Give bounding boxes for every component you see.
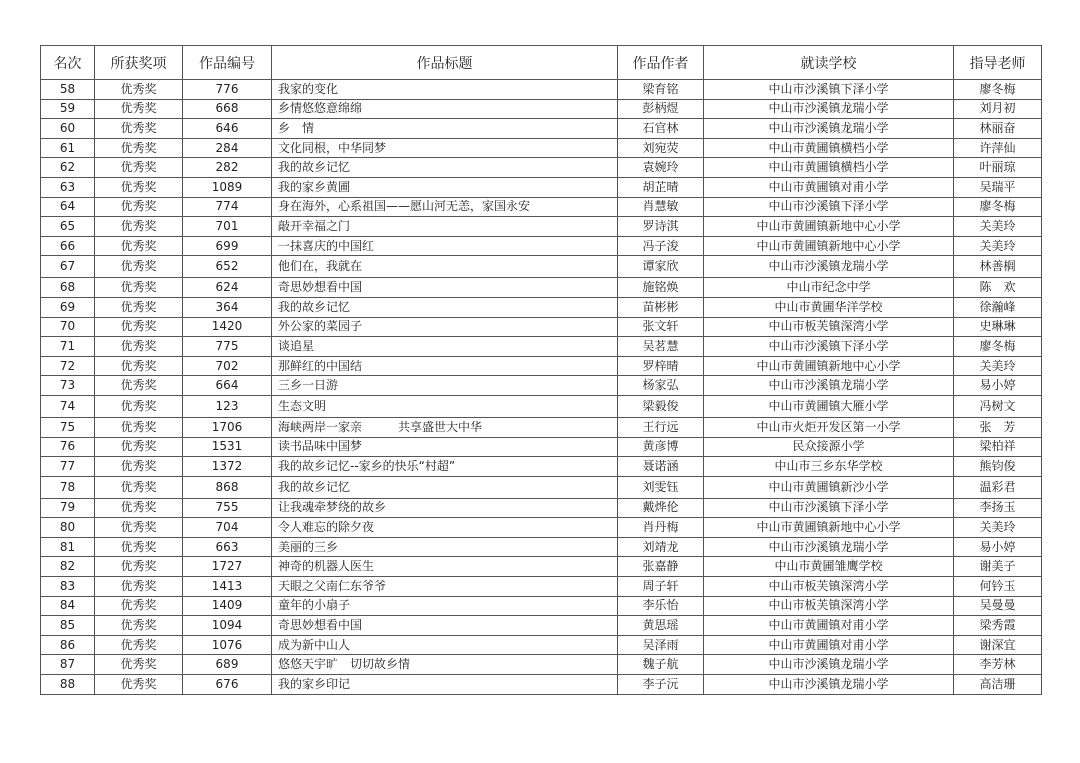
cell-rank: 63	[41, 177, 95, 197]
cell-teacher: 陈 欢	[954, 278, 1042, 298]
cell-author: 罗梓晴	[618, 356, 704, 376]
table-row	[41, 278, 1042, 298]
table-row	[41, 437, 1042, 457]
cell-teacher: 廖冬梅	[954, 197, 1042, 217]
cell-school: 中山市板芙镇深湾小学	[704, 317, 954, 337]
cell-school: 中山市板芙镇深湾小学	[704, 577, 954, 597]
award-list-sheet	[40, 45, 1042, 695]
cell-school: 中山市黄圃镇横档小学	[704, 158, 954, 178]
cell-author: 杨家弘	[618, 376, 704, 396]
cell-rank: 88	[41, 675, 95, 695]
cell-rank: 65	[41, 217, 95, 237]
cell-rank: 71	[41, 337, 95, 357]
table-row	[41, 256, 1042, 278]
header-school: 就读学校	[704, 46, 954, 80]
cell-work-title: 他们在，我就在	[272, 256, 618, 278]
cell-work-title: 文化同根，中华同梦	[272, 138, 618, 158]
header-rank: 名次	[41, 46, 95, 80]
cell-award: 优秀奖	[95, 498, 183, 518]
cell-teacher: 林丽奋	[954, 119, 1042, 139]
cell-school: 中山市三乡东华学校	[704, 457, 954, 477]
cell-teacher: 谢美子	[954, 557, 1042, 577]
cell-author: 刘宛荧	[618, 138, 704, 158]
cell-work-number: 282	[183, 158, 272, 178]
cell-teacher: 关美玲	[954, 236, 1042, 256]
cell-rank: 59	[41, 99, 95, 119]
cell-work-number: 1420	[183, 317, 272, 337]
cell-teacher: 冯树文	[954, 395, 1042, 417]
cell-school: 中山市沙溪镇下泽小学	[704, 80, 954, 100]
cell-rank: 81	[41, 537, 95, 557]
cell-work-title: 童年的小扇子	[272, 596, 618, 616]
cell-award: 优秀奖	[95, 158, 183, 178]
cell-rank: 77	[41, 457, 95, 477]
header-author: 作品作者	[618, 46, 704, 80]
cell-teacher: 何钤玉	[954, 577, 1042, 597]
cell-school: 中山市沙溪镇龙瑞小学	[704, 655, 954, 675]
cell-teacher: 梁秀霞	[954, 616, 1042, 636]
cell-teacher: 叶丽琼	[954, 158, 1042, 178]
cell-teacher: 关美玲	[954, 518, 1042, 538]
table-row	[41, 557, 1042, 577]
table-row	[41, 596, 1042, 616]
cell-school: 中山市火炬开发区第一小学	[704, 417, 954, 437]
cell-school: 中山市黄圃镇大雁小学	[704, 395, 954, 417]
cell-work-title: 三乡一日游	[272, 376, 618, 396]
cell-rank: 73	[41, 376, 95, 396]
cell-work-number: 1727	[183, 557, 272, 577]
cell-work-title: 读书品味中国梦	[272, 437, 618, 457]
table-row	[41, 158, 1042, 178]
cell-award: 优秀奖	[95, 317, 183, 337]
cell-author: 李乐怡	[618, 596, 704, 616]
table-row	[41, 395, 1042, 417]
header-teacher: 指导老师	[954, 46, 1042, 80]
cell-rank: 58	[41, 80, 95, 100]
cell-award: 优秀奖	[95, 518, 183, 538]
table-row	[41, 337, 1042, 357]
cell-work-number: 699	[183, 236, 272, 256]
table-row	[41, 518, 1042, 538]
cell-author: 戴烨伦	[618, 498, 704, 518]
table-row	[41, 376, 1042, 396]
table-row	[41, 236, 1042, 256]
cell-school: 中山市沙溪镇龙瑞小学	[704, 99, 954, 119]
cell-rank: 74	[41, 395, 95, 417]
cell-award: 优秀奖	[95, 197, 183, 217]
table-row	[41, 498, 1042, 518]
cell-rank: 84	[41, 596, 95, 616]
cell-award: 优秀奖	[95, 138, 183, 158]
cell-work-number: 1094	[183, 616, 272, 636]
cell-author: 周子轩	[618, 577, 704, 597]
cell-work-number: 123	[183, 395, 272, 417]
cell-school: 中山市板芙镇深湾小学	[704, 596, 954, 616]
cell-teacher: 易小婷	[954, 537, 1042, 557]
cell-teacher: 易小婷	[954, 376, 1042, 396]
cell-school: 中山市黄圃镇对甫小学	[704, 635, 954, 655]
cell-work-title: 生态文明	[272, 395, 618, 417]
cell-school: 中山市沙溪镇下泽小学	[704, 337, 954, 357]
cell-author: 袁婉玲	[618, 158, 704, 178]
cell-rank: 66	[41, 236, 95, 256]
cell-work-title: 天眼之父南仁东爷爷	[272, 577, 618, 597]
cell-author: 冯子浚	[618, 236, 704, 256]
cell-award: 优秀奖	[95, 616, 183, 636]
cell-work-number: 646	[183, 119, 272, 139]
cell-teacher: 谢深宜	[954, 635, 1042, 655]
table-row	[41, 537, 1042, 557]
cell-school: 中山市黄圃镇新沙小学	[704, 476, 954, 498]
cell-rank: 80	[41, 518, 95, 538]
cell-rank: 72	[41, 356, 95, 376]
cell-school: 中山市黄圃镇新地中心小学	[704, 356, 954, 376]
cell-author: 黄彦博	[618, 437, 704, 457]
cell-author: 吴茗慧	[618, 337, 704, 357]
table-row	[41, 635, 1042, 655]
cell-award: 优秀奖	[95, 395, 183, 417]
cell-author: 聂诺涵	[618, 457, 704, 477]
cell-award: 优秀奖	[95, 417, 183, 437]
cell-teacher: 梁柏祥	[954, 437, 1042, 457]
cell-award: 优秀奖	[95, 177, 183, 197]
cell-work-title: 乡情悠悠意绵绵	[272, 99, 618, 119]
cell-work-title: 那鲜红的中国结	[272, 356, 618, 376]
cell-work-title: 海峡两岸一家亲 共享盛世大中华	[272, 417, 618, 437]
cell-rank: 87	[41, 655, 95, 675]
cell-school: 中山市黄圃镇新地中心小学	[704, 518, 954, 538]
header-award: 所获奖项	[95, 46, 183, 80]
cell-author: 梁毅俊	[618, 395, 704, 417]
cell-work-number: 689	[183, 655, 272, 675]
cell-author: 黄思瑶	[618, 616, 704, 636]
cell-work-number: 1706	[183, 417, 272, 437]
table-row	[41, 80, 1042, 100]
cell-work-number: 676	[183, 675, 272, 695]
cell-work-number: 776	[183, 80, 272, 100]
cell-rank: 64	[41, 197, 95, 217]
cell-author: 肖慧敏	[618, 197, 704, 217]
cell-award: 优秀奖	[95, 217, 183, 237]
cell-rank: 76	[41, 437, 95, 457]
cell-rank: 75	[41, 417, 95, 437]
cell-work-number: 1531	[183, 437, 272, 457]
table-row	[41, 177, 1042, 197]
cell-teacher: 李芳林	[954, 655, 1042, 675]
cell-rank: 78	[41, 476, 95, 498]
cell-work-title: 一抹喜庆的中国红	[272, 236, 618, 256]
cell-award: 优秀奖	[95, 675, 183, 695]
cell-work-title: 乡 情	[272, 119, 618, 139]
cell-rank: 82	[41, 557, 95, 577]
cell-work-number: 1372	[183, 457, 272, 477]
cell-work-title: 我的故乡记忆	[272, 476, 618, 498]
table-row	[41, 197, 1042, 217]
cell-author: 苗彬彬	[618, 297, 704, 317]
table-row	[41, 457, 1042, 477]
cell-author: 刘雯钰	[618, 476, 704, 498]
cell-school: 民众接源小学	[704, 437, 954, 457]
award-table	[40, 45, 1042, 695]
cell-work-number: 704	[183, 518, 272, 538]
cell-work-title: 敲开幸福之门	[272, 217, 618, 237]
cell-school: 中山市黄圃雏鹰学校	[704, 557, 954, 577]
cell-award: 优秀奖	[95, 577, 183, 597]
table-row	[41, 675, 1042, 695]
cell-author: 罗诗淇	[618, 217, 704, 237]
table-row	[41, 217, 1042, 237]
cell-work-title: 奇思妙想看中国	[272, 278, 618, 298]
cell-award: 优秀奖	[95, 635, 183, 655]
cell-award: 优秀奖	[95, 557, 183, 577]
cell-award: 优秀奖	[95, 236, 183, 256]
cell-work-title: 身在海外，心系祖国——愿山河无恙，家国永安	[272, 197, 618, 217]
cell-author: 石官林	[618, 119, 704, 139]
cell-work-title: 神奇的机器人医生	[272, 557, 618, 577]
cell-work-title: 让我魂牵梦绕的故乡	[272, 498, 618, 518]
cell-award: 优秀奖	[95, 337, 183, 357]
cell-work-title: 我的家乡印记	[272, 675, 618, 695]
cell-work-number: 624	[183, 278, 272, 298]
cell-work-number: 668	[183, 99, 272, 119]
cell-rank: 70	[41, 317, 95, 337]
cell-work-title: 我的故乡记忆--家乡的快乐“村超”	[272, 457, 618, 477]
table-row	[41, 119, 1042, 139]
table-row	[41, 655, 1042, 675]
cell-school: 中山市黄圃镇新地中心小学	[704, 236, 954, 256]
cell-author: 王行远	[618, 417, 704, 437]
cell-work-number: 755	[183, 498, 272, 518]
cell-teacher: 温彩君	[954, 476, 1042, 498]
cell-award: 优秀奖	[95, 457, 183, 477]
cell-work-title: 令人难忘的除夕夜	[272, 518, 618, 538]
cell-teacher: 高洁珊	[954, 675, 1042, 695]
cell-school: 中山市黄圃镇对甫小学	[704, 177, 954, 197]
table-row	[41, 417, 1042, 437]
table-row	[41, 616, 1042, 636]
cell-award: 优秀奖	[95, 80, 183, 100]
cell-rank: 69	[41, 297, 95, 317]
cell-award: 优秀奖	[95, 119, 183, 139]
cell-teacher: 刘月初	[954, 99, 1042, 119]
cell-teacher: 吴曼曼	[954, 596, 1042, 616]
cell-teacher: 徐瀚峰	[954, 297, 1042, 317]
cell-rank: 86	[41, 635, 95, 655]
table-row	[41, 356, 1042, 376]
cell-work-number: 868	[183, 476, 272, 498]
cell-school: 中山市黄圃镇横档小学	[704, 138, 954, 158]
table-row	[41, 138, 1042, 158]
cell-award: 优秀奖	[95, 297, 183, 317]
cell-rank: 79	[41, 498, 95, 518]
cell-school: 中山市黄圃镇新地中心小学	[704, 217, 954, 237]
cell-school: 中山市沙溪镇龙瑞小学	[704, 119, 954, 139]
cell-teacher: 张 芳	[954, 417, 1042, 437]
cell-school: 中山市沙溪镇龙瑞小学	[704, 376, 954, 396]
cell-author: 胡芷晴	[618, 177, 704, 197]
cell-author: 张嘉静	[618, 557, 704, 577]
cell-work-number: 652	[183, 256, 272, 278]
cell-author: 梁育铭	[618, 80, 704, 100]
cell-award: 优秀奖	[95, 596, 183, 616]
cell-work-title: 我的故乡记忆	[272, 158, 618, 178]
cell-school: 中山市沙溪镇龙瑞小学	[704, 537, 954, 557]
cell-award: 优秀奖	[95, 356, 183, 376]
cell-rank: 60	[41, 119, 95, 139]
cell-work-number: 364	[183, 297, 272, 317]
cell-author: 魏子航	[618, 655, 704, 675]
cell-school: 中山市纪念中学	[704, 278, 954, 298]
cell-award: 优秀奖	[95, 256, 183, 278]
cell-teacher: 李扬玉	[954, 498, 1042, 518]
cell-work-number: 701	[183, 217, 272, 237]
cell-award: 优秀奖	[95, 278, 183, 298]
cell-award: 优秀奖	[95, 476, 183, 498]
cell-work-title: 悠悠天宇旷 切切故乡情	[272, 655, 618, 675]
cell-work-number: 663	[183, 537, 272, 557]
cell-work-number: 284	[183, 138, 272, 158]
cell-school: 中山市沙溪镇下泽小学	[704, 197, 954, 217]
cell-rank: 61	[41, 138, 95, 158]
cell-school: 中山市黄圃华洋学校	[704, 297, 954, 317]
cell-rank: 62	[41, 158, 95, 178]
cell-rank: 83	[41, 577, 95, 597]
header-work-title: 作品标题	[272, 46, 618, 80]
cell-teacher: 林善榈	[954, 256, 1042, 278]
cell-work-number: 664	[183, 376, 272, 396]
cell-author: 肖丹梅	[618, 518, 704, 538]
cell-award: 优秀奖	[95, 99, 183, 119]
cell-teacher: 史琳琳	[954, 317, 1042, 337]
cell-work-title: 外公家的菜园子	[272, 317, 618, 337]
cell-work-number: 774	[183, 197, 272, 217]
cell-work-title: 谈追星	[272, 337, 618, 357]
cell-author: 谭家欣	[618, 256, 704, 278]
cell-teacher: 吴瑞平	[954, 177, 1042, 197]
cell-work-title: 成为新中山人	[272, 635, 618, 655]
cell-work-title: 美丽的三乡	[272, 537, 618, 557]
cell-work-title: 我的家乡黄圃	[272, 177, 618, 197]
table-row	[41, 297, 1042, 317]
cell-teacher: 熊钧俊	[954, 457, 1042, 477]
table-header-row	[41, 46, 1042, 80]
table-row	[41, 99, 1042, 119]
cell-work-number: 1076	[183, 635, 272, 655]
cell-teacher: 关美玲	[954, 217, 1042, 237]
cell-award: 优秀奖	[95, 376, 183, 396]
cell-award: 优秀奖	[95, 437, 183, 457]
cell-work-title: 奇思妙想看中国	[272, 616, 618, 636]
table-row	[41, 476, 1042, 498]
cell-school: 中山市黄圃镇对甫小学	[704, 616, 954, 636]
cell-author: 李子沅	[618, 675, 704, 695]
cell-school: 中山市沙溪镇龙瑞小学	[704, 675, 954, 695]
cell-rank: 67	[41, 256, 95, 278]
cell-work-number: 1409	[183, 596, 272, 616]
cell-teacher: 廖冬梅	[954, 80, 1042, 100]
cell-work-number: 775	[183, 337, 272, 357]
cell-author: 张文轩	[618, 317, 704, 337]
cell-author: 吴泽雨	[618, 635, 704, 655]
cell-work-title: 我家的变化	[272, 80, 618, 100]
table-row	[41, 317, 1042, 337]
table-row	[41, 577, 1042, 597]
cell-rank: 68	[41, 278, 95, 298]
cell-award: 优秀奖	[95, 537, 183, 557]
cell-teacher: 关美玲	[954, 356, 1042, 376]
cell-author: 刘靖龙	[618, 537, 704, 557]
cell-work-number: 702	[183, 356, 272, 376]
cell-teacher: 廖冬梅	[954, 337, 1042, 357]
cell-award: 优秀奖	[95, 655, 183, 675]
cell-teacher: 许萍仙	[954, 138, 1042, 158]
cell-rank: 85	[41, 616, 95, 636]
cell-work-number: 1089	[183, 177, 272, 197]
cell-work-number: 1413	[183, 577, 272, 597]
cell-school: 中山市沙溪镇下泽小学	[704, 498, 954, 518]
cell-author: 施铭焕	[618, 278, 704, 298]
cell-school: 中山市沙溪镇龙瑞小学	[704, 256, 954, 278]
cell-author: 彭柄煜	[618, 99, 704, 119]
header-work-number: 作品编号	[183, 46, 272, 80]
cell-work-title: 我的故乡记忆	[272, 297, 618, 317]
